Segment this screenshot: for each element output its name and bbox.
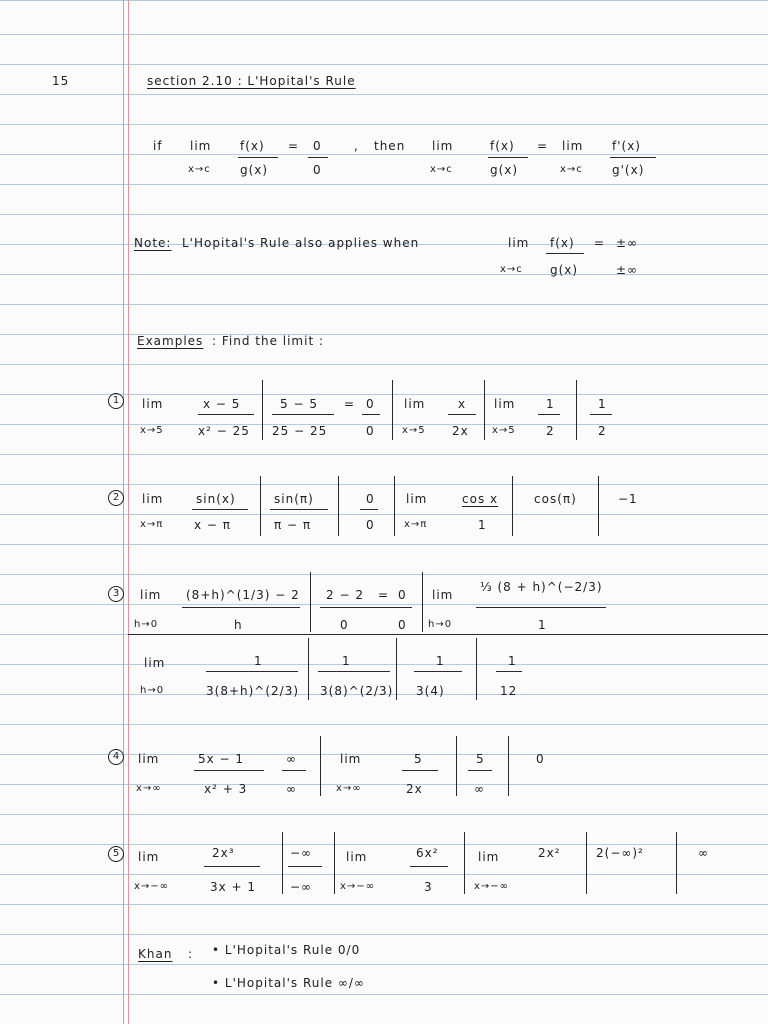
ex3-simplified-denominator: 3(8+h)^(2/3) (206, 684, 300, 698)
ex2-evaluated: cos(π) (534, 492, 577, 506)
ex1-subscript: x→5 (140, 425, 164, 436)
ex2-answer: −1 (618, 492, 638, 506)
ex1-separator-4 (576, 380, 577, 440)
ex3-subscript: h→0 (134, 619, 159, 630)
ex4-lim: lim (138, 752, 160, 766)
ex4-denominator: x² + 3 (204, 782, 248, 796)
note-fraction-bar (546, 253, 584, 254)
ex4-inf-top: ∞ (286, 752, 297, 766)
ex5-denominator: 3x + 1 (210, 880, 257, 894)
ex3-cube-numerator: 1 (436, 654, 445, 668)
ex4-separator-3 (508, 736, 509, 796)
ex3-denominator: h (234, 618, 243, 632)
ex4-subscript: x→∞ (136, 783, 162, 794)
example-3-number: 3 (108, 586, 124, 602)
ex5-separator-3 (464, 832, 465, 894)
ex1-lim-2: lim (404, 397, 426, 411)
ex3-deriv-numerator: ⅓ (8 + h)^(−2/3) (480, 580, 603, 594)
note-numerator: f(x) (550, 236, 575, 250)
ex1-fraction-bar (198, 414, 254, 415)
ex3-sub-numerator: 2 − 2 (326, 588, 364, 602)
ex1-lim-3: lim (494, 397, 516, 411)
margin-line-right (128, 0, 129, 1024)
ex2-sub-bar (270, 509, 328, 510)
ex5-deriv-denominator: 3 (424, 880, 433, 894)
khan-label: Khan (138, 947, 173, 961)
ex4-deriv-numerator: 5 (414, 752, 423, 766)
ex3-numerator: (8+h)^(1/3) − 2 (186, 588, 300, 602)
rule-then: then (374, 139, 406, 153)
ex4-numerator: 5x − 1 (198, 752, 245, 766)
ex1-result-denominator: 2 (546, 424, 555, 438)
ex2-numerator: sin(x) (196, 492, 236, 506)
note-denominator: g(x) (550, 263, 579, 277)
ex3-answer-denominator: 12 (500, 684, 518, 698)
ex1-zero-top: 0 (366, 397, 375, 411)
rule-lim-2: lim (432, 139, 454, 153)
ex2-separator-4 (512, 476, 513, 536)
ex3-answer-numerator: 1 (508, 654, 517, 668)
rule-fraction-bar (238, 157, 278, 158)
ex1-denominator: x² − 25 (198, 424, 250, 438)
ex3-deriv-denominator: 1 (538, 618, 547, 632)
rule-lim: lim (190, 139, 212, 153)
ex4-inf-bot: ∞ (286, 782, 297, 796)
ex5-answer: ∞ (698, 846, 709, 860)
ex5-separator-2 (334, 832, 335, 894)
ex1-numerator: x − 5 (203, 397, 241, 411)
ex1-separator-3 (484, 380, 485, 440)
ex1-deriv-bar (448, 414, 476, 415)
ex3-sub-bar (320, 607, 412, 608)
page-title: section 2.10 : L'Hopital's Rule (147, 74, 356, 88)
note-inf-top: ±∞ (616, 236, 639, 250)
ex2-zero-bot: 0 (366, 518, 375, 532)
ex4-separator-2 (456, 736, 457, 796)
ex4-eval-denominator: ∞ (474, 782, 485, 796)
rule-subscript: x→c (188, 164, 211, 175)
ex5-deriv-bar (410, 866, 448, 867)
rule-gprime: g'(x) (612, 163, 645, 177)
rule-denominator-2: g(x) (490, 163, 519, 177)
rule-zero-bar (308, 157, 328, 158)
ex3-answer-bar (496, 671, 522, 672)
ex3-simplified-bar (206, 671, 298, 672)
ex1-answer-numerator: 1 (598, 397, 607, 411)
ex4-lim-2: lim (340, 752, 362, 766)
ex4-eval-numerator: 5 (476, 752, 485, 766)
ex5-lim-3: lim (478, 850, 500, 864)
ex2-separator-3 (394, 476, 395, 536)
rule-lim-3: lim (562, 139, 584, 153)
ex2-sub-numerator: sin(π) (274, 492, 314, 506)
ex1-sub-bar (272, 414, 334, 415)
ex5-deriv-numerator: 6x² (416, 846, 439, 860)
ex5-evaluated: 2(−∞)² (596, 846, 644, 860)
ex2-deriv-denominator: 1 (478, 518, 487, 532)
ex5-inf-bot: −∞ (290, 880, 313, 894)
ex3-equals: = (378, 588, 390, 602)
note-label: Note: (134, 236, 172, 250)
khan-item-1: • L'Hopital's Rule 0/0 (212, 943, 361, 957)
ex3-lim-2: lim (432, 588, 454, 602)
ex2-fraction-bar (192, 509, 248, 510)
examples-instruction: : Find the limit : (212, 334, 325, 348)
ex3-separator-2 (422, 572, 423, 632)
example-4-number: 4 (108, 749, 124, 765)
ex2-sub-denominator: π − π (274, 518, 312, 532)
ex4-subscript-2: x→∞ (336, 783, 362, 794)
rule-equals-2: = (537, 139, 549, 153)
ex1-separator-1 (262, 380, 263, 440)
ex1-equals: = (344, 397, 356, 411)
ex5-fraction-bar (204, 866, 260, 867)
page-number: 15 (52, 74, 70, 88)
example-1-number: 1 (108, 393, 124, 409)
ex3-separator-1 (310, 572, 311, 632)
rule-numerator: f(x) (240, 139, 265, 153)
ex2-zero-top: 0 (366, 492, 375, 506)
rule-zero-bot: 0 (313, 163, 322, 177)
ex3-zero-bot-1: 0 (340, 618, 349, 632)
ex5-separator-4 (586, 832, 587, 894)
ex3-subscript-3: h→0 (140, 685, 165, 696)
ex4-eval-bar (468, 770, 492, 771)
ex5-lim-2: lim (346, 850, 368, 864)
ex1-separator-2 (392, 380, 393, 440)
ex1-zero-bot: 0 (366, 424, 375, 438)
ex1-lim: lim (142, 397, 164, 411)
ex2-separator-5 (598, 476, 599, 536)
ex5-numerator: 2x³ (212, 846, 235, 860)
ex4-inf-bar (282, 770, 306, 771)
ex1-subscript-2: x→5 (402, 425, 426, 436)
khan-colon: : (188, 947, 194, 961)
ex3-zero-top: 0 (398, 588, 407, 602)
examples-label: Examples (137, 334, 204, 348)
ex4-answer: 0 (536, 752, 545, 766)
rule-if: if (153, 139, 163, 153)
ex1-sub-numerator: 5 − 5 (280, 397, 318, 411)
margin-line-left (123, 0, 124, 1024)
ex1-result-numerator: 1 (546, 397, 555, 411)
ex2-subscript-2: x→π (404, 519, 428, 530)
ex3-fraction-bar (182, 607, 300, 608)
ex5-reduced: 2x² (538, 846, 561, 860)
ex3-deriv-bar (476, 607, 606, 608)
rule-equals: = (288, 139, 300, 153)
ex3-eval-denominator: 3(8)^(2/3) (320, 684, 394, 698)
ex2-lim-2: lim (406, 492, 428, 506)
rule-fraction-bar-2 (488, 157, 528, 158)
ex3-row-divider (128, 634, 768, 635)
rule-zero-top: 0 (313, 139, 322, 153)
ex3-simplified-numerator: 1 (254, 654, 263, 668)
ex3-eval-bar (318, 671, 390, 672)
example-2-number: 2 (108, 490, 124, 506)
ex5-inf-bar (288, 866, 322, 867)
ex2-lim: lim (142, 492, 164, 506)
ex5-separator-1 (282, 832, 283, 894)
ex5-inf-top: −∞ (290, 846, 313, 860)
note-equals: = (594, 236, 606, 250)
example-5-number: 5 (108, 846, 124, 862)
ex2-denominator: x − π (194, 518, 232, 532)
rule-comma: , (354, 139, 359, 153)
ex3-lim-3: lim (144, 656, 166, 670)
ex4-separator-1 (320, 736, 321, 796)
note-text: L'Hopital's Rule also applies when (182, 236, 420, 250)
ex3-separator-5 (476, 638, 477, 700)
ex3-cube-bar (414, 671, 462, 672)
ex2-deriv-numerator: cos x (462, 492, 499, 506)
khan-item-2: • L'Hopital's Rule ∞/∞ (212, 976, 365, 990)
ex4-fraction-bar (194, 770, 264, 771)
ex2-separator-1 (260, 476, 261, 536)
ex5-separator-5 (676, 832, 677, 894)
ex3-lim: lim (140, 588, 162, 602)
ex5-subscript-3: x→−∞ (474, 881, 510, 892)
ex2-subscript: x→π (140, 519, 164, 530)
ex4-deriv-bar (402, 770, 438, 771)
ex5-subscript: x→−∞ (134, 881, 170, 892)
rule-subscript-3: x→c (560, 164, 583, 175)
ex3-separator-4 (396, 638, 397, 700)
ex3-eval-numerator: 1 (342, 654, 351, 668)
note-subscript: x→c (500, 264, 523, 275)
ex1-answer-denominator: 2 (598, 424, 607, 438)
note-lim: lim (508, 236, 530, 250)
rule-fprime: f'(x) (612, 139, 641, 153)
ex1-answer-bar (590, 414, 612, 415)
ex1-result-bar (538, 414, 560, 415)
ex5-subscript-2: x→−∞ (340, 881, 376, 892)
ex1-zero-bar (362, 414, 380, 415)
ex1-sub-denominator: 25 − 25 (272, 424, 328, 438)
ex1-deriv-denominator: 2x (452, 424, 469, 438)
rule-deriv-bar (610, 157, 656, 158)
rule-denominator: g(x) (240, 163, 269, 177)
ex3-cube-denominator: 3(4) (416, 684, 445, 698)
ex2-separator-2 (338, 476, 339, 536)
ex3-separator-3 (308, 638, 309, 700)
rule-numerator-2: f(x) (490, 139, 515, 153)
ex1-deriv-numerator: x (458, 397, 467, 411)
ex3-subscript-2: h→0 (428, 619, 453, 630)
ex4-deriv-denominator: 2x (406, 782, 423, 796)
ex3-zero-bot-2: 0 (398, 618, 407, 632)
note-inf-bot: ±∞ (616, 263, 639, 277)
ex1-subscript-3: x→5 (492, 425, 516, 436)
ex5-lim: lim (138, 850, 160, 864)
ex2-zero-bar (360, 509, 378, 510)
rule-subscript-2: x→c (430, 164, 453, 175)
